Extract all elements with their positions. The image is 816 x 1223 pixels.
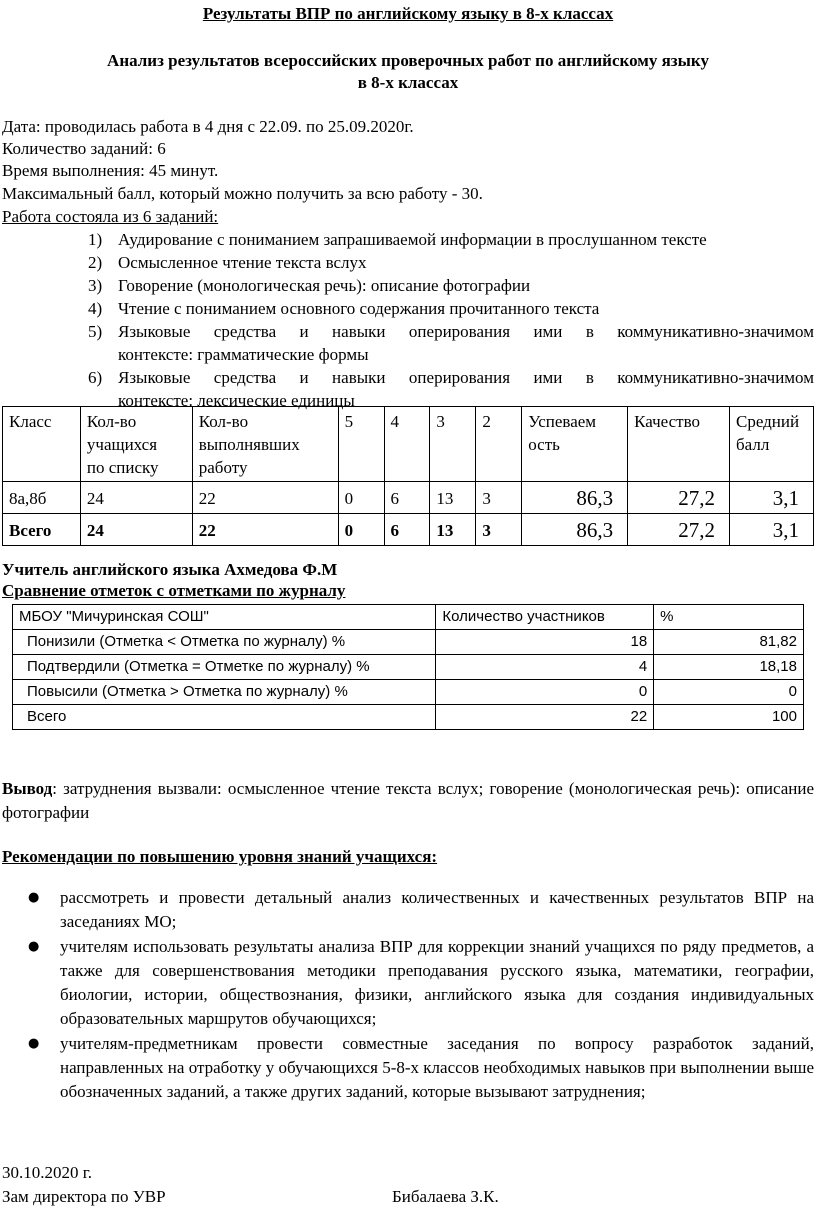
info-date: Дата: проводилась работа в 4 дня с 22.09. по 25.09.2020г. [2, 117, 414, 136]
comparison-table [12, 604, 804, 730]
header-participants: Кол-во выполнявших работу [192, 407, 338, 482]
footer-signatory: Бибалаева З.К. [392, 1187, 499, 1206]
list-item: ● рассмотреть и провести детальный анализ количественных и качественных результатов ВПР на заседаниях МО; [28, 888, 814, 931]
task-list [86, 228, 814, 412]
list-item: ● учителям-предметникам провести совместные заседания по вопросу разработок заданий, направленных на отработку у обучающихся 5-8-х классов необходимых навыков при выполнении выше обозначенных заданий, а также других заданий, которые вызывают затруднения; [28, 1034, 814, 1101]
table-row: Повысили (Отметка > Отметка по журналу) % 0 0 [13, 680, 804, 705]
header-students: Кол-во учащихся по списку [80, 407, 192, 482]
document-subtitle [0, 50, 816, 94]
task-item: 1) Аудирование с пониманием запрашиваемой информации в прослушанном тексте [88, 230, 707, 249]
header-grade-5: 5 [338, 407, 384, 482]
table-row: Подтвердили (Отметка = Отметке по журналу) % 4 18,18 [13, 655, 804, 680]
header-grade-3: 3 [430, 407, 476, 482]
task-item: 2) Осмысленное чтение текста вслух [88, 253, 367, 272]
table-row: 8а,8б 24 22 0 6 13 3 86,3 27,2 3,1 [3, 482, 814, 514]
table-row-total: Всего 22 100 [13, 705, 804, 730]
conclusion-text: : затруднения вызвали: осмысленное чтение текста вслух; говорение (монологическая речь): описание фотографии [2, 779, 814, 822]
task-item: 3) Говорение (монологическая речь): описание фотографии [88, 276, 531, 295]
bullet-icon: ● [28, 1036, 40, 1051]
subtitle-line-2: в 8-х классах [357, 73, 459, 92]
task-item: 4) Чтение с пониманием основного содержания прочитанного текста [88, 299, 600, 318]
info-task-count: Количество заданий: 6 [2, 139, 166, 158]
table-row-total: Всего 24 22 0 6 13 3 86,3 27,2 3,1 [3, 514, 814, 546]
task-item: 6) Языковые средства и навыки оперирования ими в коммуникативно-значимом контексте: лексические единицы [88, 368, 814, 410]
document-title: Результаты ВПР по английскому языку в 8-х классах [202, 4, 614, 23]
header-success: Успеваем ость [522, 407, 628, 482]
footer-date: 30.10.2020 г. [2, 1163, 93, 1182]
subtitle-line-1: Анализ результатов всероссийских проверочных работ по английскому языку [107, 51, 709, 70]
conclusion [2, 777, 814, 825]
bullet-icon: ● [28, 890, 40, 905]
list-item: ● учителям использовать результаты анализа ВПР для коррекции знаний учащихся по ряду предметов, а также для совершенствования методики преподавания русского языка, математики, географии, биологии, истории, обществознания, физики, английского языка для создания индивидуальных образовательных маршрутов обучающихся; [28, 937, 814, 1028]
header-quality: Качество [628, 407, 730, 482]
results-header-row [3, 407, 814, 482]
bullet-icon: ● [28, 939, 40, 954]
table-row: Понизили (Отметка < Отметка по журналу) % 18 81,82 [13, 630, 804, 655]
comparison-header-row: МБОУ "Мичуринская СОШ" Количество участников % [13, 605, 804, 630]
conclusion-label: Вывод [2, 779, 53, 798]
info-tasks-intro: Работа состояла из 6 заданий: [2, 207, 219, 226]
recommendations-title: Рекомендации по повышению уровня знаний учащихся: [2, 847, 438, 866]
header-class: Класс [3, 407, 81, 482]
recommendations-list [28, 886, 814, 1105]
info-max-score: Максимальный балл, который можно получить за всю работу - 30. [2, 184, 483, 203]
footer-position: Зам директора по УВР [2, 1187, 166, 1206]
results-table [2, 406, 814, 546]
teacher-name: Учитель английского языка Ахмедова Ф.М [2, 560, 338, 579]
comparison-title: Сравнение отметок с отметками по журналу [2, 581, 346, 600]
info-duration: Время выполнения: 45 минут. [2, 161, 219, 180]
header-grade-2: 2 [476, 407, 522, 482]
task-item: 5) Языковые средства и навыки оперирования ими в коммуникативно-значимом контексте: грамматические формы [88, 322, 814, 364]
header-average: Средний балл [730, 407, 814, 482]
header-grade-4: 4 [384, 407, 430, 482]
